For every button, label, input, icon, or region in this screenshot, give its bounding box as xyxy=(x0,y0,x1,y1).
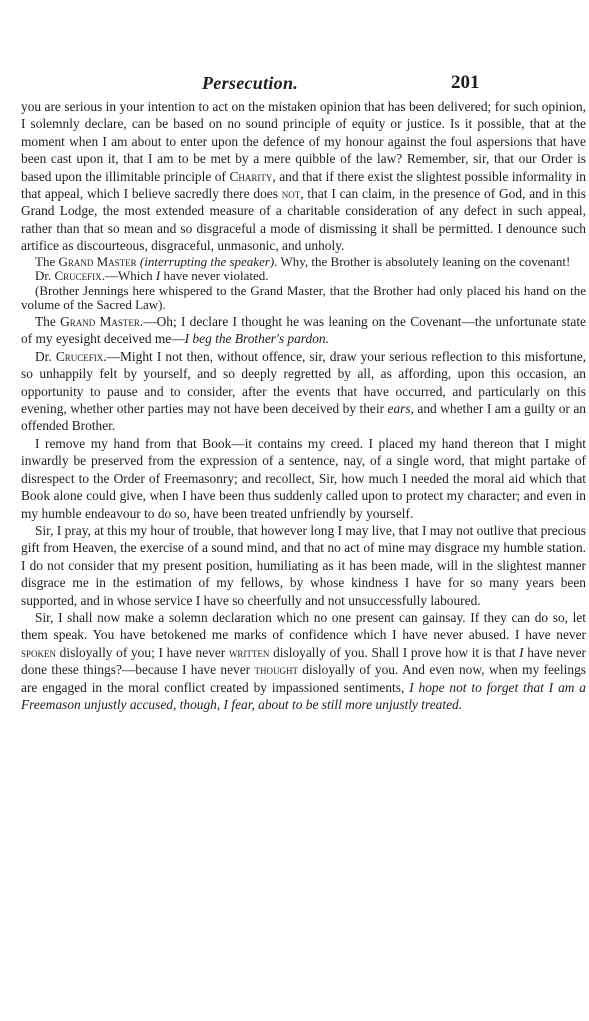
text-run: have never violated. xyxy=(160,268,269,284)
small-caps-text: Crucefix xyxy=(55,348,104,364)
text-run: Dr. xyxy=(35,348,56,364)
book-page xyxy=(21,0,586,713)
text-run: Sir, I pray, at this my hour of trouble, that however long I may live, that I may not outlive that precious gift from Heaven, the exercise of a sound mind, and that no act of mine may disgrace my humble station. I do not consider that my present position, humiliating as it has been made, will in the slightest manner disgrace me in the estimation of my fellows, by whose kindness I have for so many years been supported, and in whose service I have so cheerfully and not unsuccessfully laboured. xyxy=(21,522,586,608)
text-run: disloyally of you. Shall I prove how it is that xyxy=(269,644,520,660)
small-caps-text: spoken xyxy=(21,644,57,660)
text-run: have never done these things?—because I have never xyxy=(21,644,586,678)
running-title: Persecution. xyxy=(202,73,299,93)
text-run: .—Oh; I declare I thought he was leaning on the Covenant—the unfortunate state of my eyesight deceived me— xyxy=(21,314,587,347)
text-run: The xyxy=(35,253,59,269)
text-run: you are serious in your intention to act on the mistaken opinion that has been delivered; for such opinion, I solemnly declare, can be based on no sound principle of equity or justice. Is it possible, that at the moment when I am about to enter upon the defence of my honour against the foul aspersions that have been cast upon it, that I am to be met by a mere quibble of the law? Remember, sir, that our Order is based upon the illimitable principle of xyxy=(21,99,586,184)
text-run: Why, the Brother is absolutely leaning on the covenant! xyxy=(277,253,571,269)
text-run: , and that if there exist the slightest possible informality in that appeal, which I believe sacredly there does xyxy=(21,168,586,202)
small-caps-text: Grand Master xyxy=(60,314,140,330)
small-caps-text: thought xyxy=(254,662,298,678)
page-number: 201 xyxy=(451,72,480,93)
paragraph xyxy=(21,348,586,435)
paragraph xyxy=(21,435,586,522)
text-run: disloyally of you. And even now, when my feelings are engaged in the moral conflict created by impassioned sentiments, xyxy=(21,662,586,695)
body-text xyxy=(21,98,586,713)
paragraph xyxy=(21,313,586,348)
text-run: The xyxy=(35,314,61,330)
text-run: (Brother Jennings here whispered to the Grand Master, that the Brother had only placed his hand on the volume of the Sacred Law). xyxy=(21,282,586,313)
text-run: , and whether I am a guilty or an offended Brother. xyxy=(21,401,586,434)
small-caps-text: not xyxy=(281,186,301,202)
italic-text: I hope not to forget that I am a Freemason unjustly accused, though, I fear, about to be still more unjustly treated. xyxy=(21,679,587,712)
paragraph xyxy=(21,284,586,313)
small-caps-text: written xyxy=(228,644,270,660)
paragraph xyxy=(21,255,586,270)
paragraph xyxy=(21,269,586,284)
text-run: .—Which xyxy=(101,268,156,284)
small-caps-text: Crucefix xyxy=(54,268,102,284)
text-run: I remove my hand from that Book—it contains my creed. I placed my hand thereon that I might inwardly be preserved from the expression of a sentence, nay, of a single word, that might partake of disrespect to the Order of Freemasonry; and recollect, Sir, how much I needed the moral aid which that Book alone could give, when I have been thus suddenly called upon to protect my character; and even in my humble endeavour to do so, have been treated unfriendly by yourself. xyxy=(21,435,586,521)
text-run: Sir, I shall now make a solemn declaration which no one present can gainsay. If they can do so, let them speak. You have betokened me marks of confidence which I have never abused. I have never xyxy=(21,609,586,643)
text-run: .—Might I not then, without offence, sir, draw your serious reflection to this misfortune, so unhappily felt by yourself, and so deeply regretted by all, as affording, upon this occasion, an opportunity to pause and to consider, after the events that have occurred, and particularly on this evening, whether other parties may not have been deceived by their xyxy=(21,348,586,417)
text-run: Dr. xyxy=(35,268,55,284)
paragraph xyxy=(21,522,586,609)
italic-text: (interrupting the speaker). xyxy=(139,253,278,269)
italic-text: ears xyxy=(387,401,411,417)
text-run: disloyally of you; I have never xyxy=(56,644,229,660)
text-run: , that I can claim, in the presence of God, and in this Grand Lodge, the most extended measure of a charitable consideration of any defect in such appeal, rather than that so mean and so disgraceful a mode of dismissing it shall be permitted. I denounce such artifice as discourteous, disgraceful, unmasonic, and unholy. xyxy=(21,186,586,254)
small-caps-text: Charity xyxy=(229,168,273,184)
small-caps-text: Grand Master xyxy=(58,253,137,269)
paragraph xyxy=(21,98,586,255)
italic-text: I xyxy=(155,268,161,284)
paragraph xyxy=(21,609,586,713)
italic-text: I xyxy=(519,644,524,660)
italic-text: I beg the Brother's pardon. xyxy=(184,331,329,347)
page-header xyxy=(21,0,586,98)
